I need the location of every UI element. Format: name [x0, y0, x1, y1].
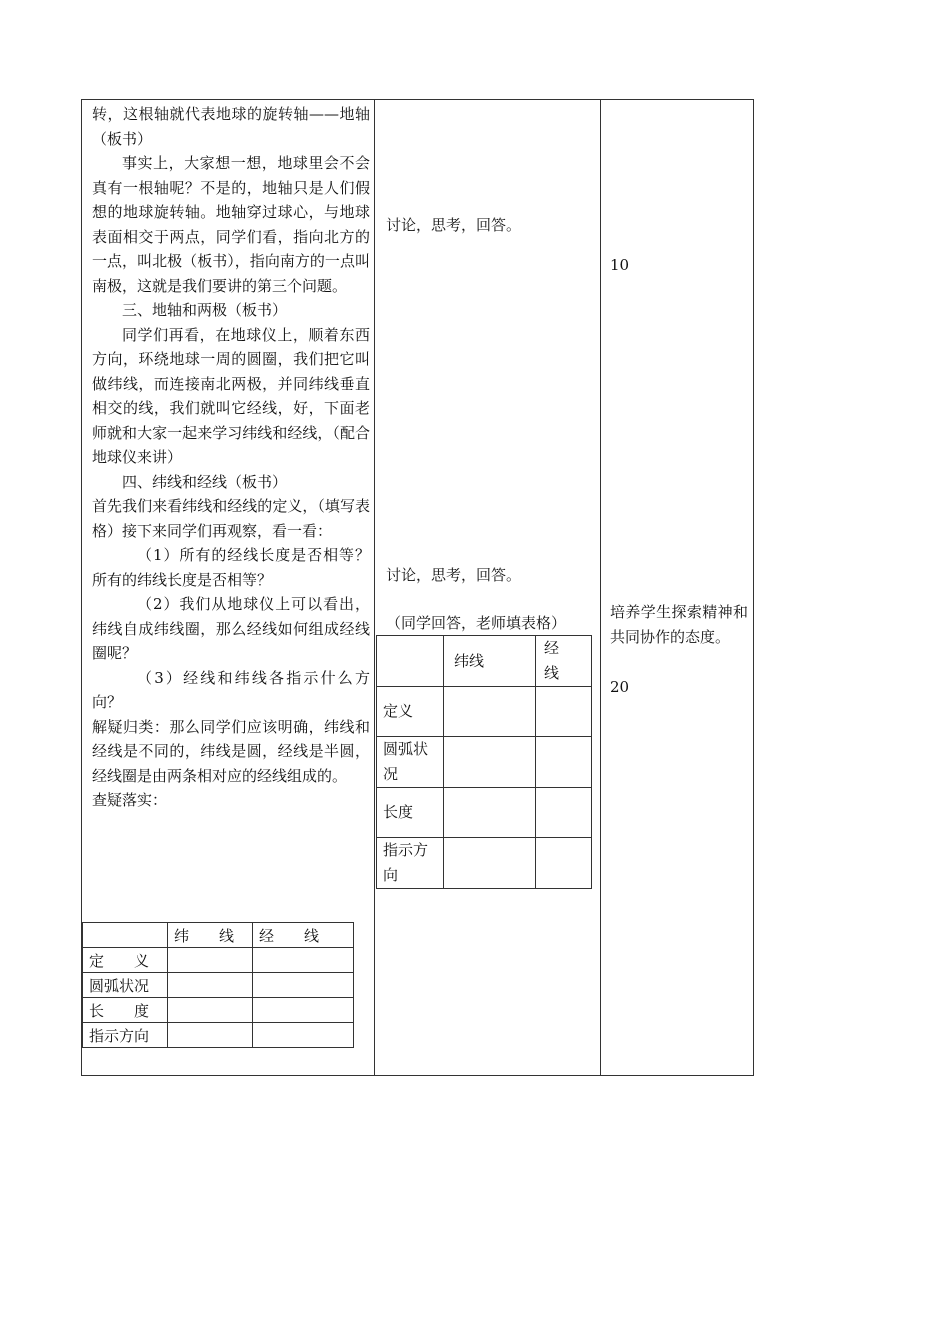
student-table-row-label: 定义	[377, 687, 444, 737]
review-table-cell	[253, 1023, 354, 1048]
student-table-cell	[536, 737, 592, 788]
teacher-paragraph: 查疑落实：	[92, 791, 168, 809]
student-table-cell	[444, 737, 536, 788]
student-table-row-label: 长度	[377, 788, 444, 838]
teacher-paragraph: 转，这根轴就代表地球的旋转轴——地轴（板书）	[92, 105, 370, 148]
student-table-corner	[377, 636, 444, 687]
student-table-header-latitude: 纬线	[444, 636, 536, 687]
review-table-row-label: 定 义	[83, 948, 168, 973]
review-table-header-latitude: 纬 线	[168, 923, 253, 948]
review-table	[82, 922, 354, 1048]
review-table-row-label: 长 度	[83, 998, 168, 1023]
review-table-header-longitude: 经 线	[253, 923, 354, 948]
column-divider-1	[374, 100, 375, 1075]
time-allotment-2: 20	[610, 678, 630, 696]
column-divider-2	[600, 100, 601, 1075]
student-table-cell	[444, 838, 536, 889]
review-table-cell	[168, 973, 253, 998]
teacher-activity-column	[92, 102, 370, 813]
teacher-paragraph: 解疑归类：那么同学们应该明确，纬线和经线是不同的，纬线是圆，经线是半圆，经线圈是由两条相对应的经线组成的。	[92, 717, 370, 785]
teacher-paragraph: 四、纬线和经线（板书）	[122, 472, 288, 491]
review-table-cell	[168, 998, 253, 1023]
student-table-header-longitude: 经线	[536, 636, 592, 687]
student-activity-2: 讨论，思考，回答。	[386, 566, 522, 584]
teacher-paragraph: （3）经线和纬线各指示什么方向？	[92, 668, 370, 711]
lesson-plan-table	[81, 99, 754, 1076]
teacher-paragraph: 事实上，大家想一想，地球里会不会真有一根轴呢？不是的，地轴只是人们假想的地球旋转轴。地轴穿过球心，与地球表面相交于两点，同学们看，指向北方的一点，叫北极（板书），指向南方的一点叫南极，这就是我们要讲的第三个问题。	[92, 154, 370, 295]
review-table-row-label: 圆弧状况	[83, 973, 168, 998]
student-table-row-label: 指示方向	[377, 838, 444, 889]
review-table-cell	[253, 948, 354, 973]
student-table-cell	[536, 687, 592, 737]
teaching-goal: 培养学生探索精神和共同协作的态度。	[610, 603, 748, 646]
teacher-paragraph: （1）所有的经线长度是否相等？所有的纬线长度是否相等？	[92, 546, 370, 589]
teacher-paragraph: 首先我们来看纬线和经线的定义，（填写表格）接下来同学们再观察，看一看：	[92, 497, 370, 540]
student-table-cell	[444, 687, 536, 737]
student-table	[376, 635, 592, 889]
review-table-row-label: 指示方向	[83, 1023, 168, 1048]
student-table-cell	[536, 788, 592, 838]
student-table-row-label: 圆弧状况	[377, 737, 444, 788]
review-table-cell	[168, 948, 253, 973]
student-table-cell	[536, 838, 592, 889]
student-activity-note: （同学回答，老师填表格）	[386, 614, 567, 632]
review-table-corner	[83, 923, 168, 948]
teacher-paragraph: （2）我们从地球仪上可以看出，纬线自成纬线圈，那么经线如何组成经线圈呢？	[92, 595, 370, 662]
teacher-paragraph: 三、地轴和两极（板书）	[122, 301, 288, 319]
review-table-cell	[168, 1023, 253, 1048]
review-table-cell	[253, 998, 354, 1023]
student-activity-1: 讨论，思考，回答。	[386, 216, 522, 234]
review-table-cell	[253, 973, 354, 998]
student-table-cell	[444, 788, 536, 838]
teacher-paragraph: 同学们再看，在地球仪上，顺着东西方向，环绕地球一周的圆圈，我们把它叫做纬线，而连接南北两极，并同纬线垂直相交的线，我们就叫它经线，好，下面老师就和大家一起来学习纬线和经线，（配合地球仪来讲）	[92, 325, 370, 466]
time-allotment-1: 10	[610, 256, 630, 274]
